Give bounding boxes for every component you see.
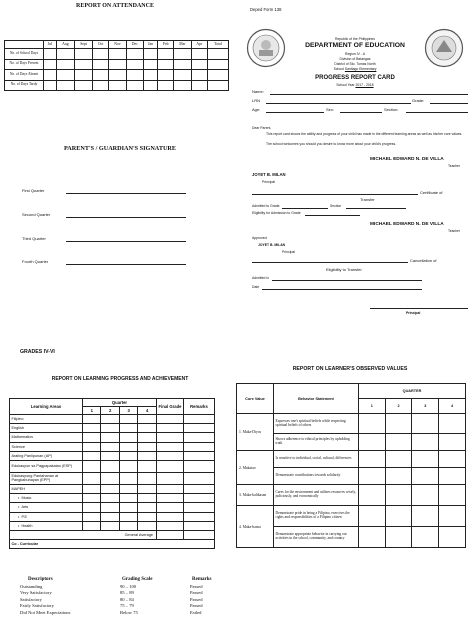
first-quarter-line (66, 193, 186, 194)
republic-label: Republic of the Philippines (335, 37, 375, 41)
letter-greeting: Dear Parent, (252, 126, 272, 130)
certificate-line[interactable] (252, 194, 418, 195)
grade-field[interactable] (430, 103, 468, 104)
behavior-statement: Is sensitive to individual, social, cultural, differences (274, 451, 359, 468)
table-row (10, 472, 215, 484)
core-value-label: 1. Maka-Diyos (237, 414, 274, 451)
teacher-name-2: MICHAEL EDWARD N. DE VILLA (370, 222, 444, 227)
core-value-label: 2. Makatao (237, 451, 274, 485)
transfer-label: Transfer (360, 197, 375, 202)
date-field[interactable] (262, 289, 422, 290)
letter-body-1: This report card shows the ability and progress of your child has made in the different learning areas as well as his/her core values. (266, 132, 463, 136)
attendance-header-row (5, 41, 229, 49)
table-row (10, 460, 215, 472)
subject-label: Edukasyong Pantahanan at Pangkabuhayan (EPP) (10, 472, 83, 484)
observed-values-table: Core Value Behavior Statement QUARTER 1 2 3 4 1. Maka-Diyos Expresses one's spiritual beliefs while respecting spiritual beliefs of others Shows adherence to ethical principles by upholding truth 2. Makatao Is sensitive to individual, social, cultural, differences Demonstrate contributions towards solidarity 3. Maka-kalikasan Cares for the environment and utilizes resources wisely, judiciously, and economically 4. Maka-bansa Demonstrate pride in being a Filipino, exercises the rights and responsibilities of a Filipino citizen Demonstrate appropriate behavior in carrying out activities in the school, community, and country (236, 383, 466, 548)
behavior-statement: Cares for the environment and utilizes resources wisely, judiciously, and economically (274, 485, 359, 506)
table-row (10, 503, 215, 512)
table-row (10, 494, 215, 503)
approved-label: Approved: (252, 236, 268, 240)
descriptor-row: Very Satisfactory 85 – 89 Passed (20, 590, 203, 596)
attendance-title: REPORT ON ATTENDANCE (76, 3, 154, 9)
section-label: Section: (384, 107, 399, 112)
table-row (10, 484, 215, 493)
month-cell: Aug (56, 41, 74, 49)
table-row (10, 521, 215, 530)
principal-name-2: JOYET B. MILAN (258, 243, 286, 247)
grades-label: GRADES IV-VI (20, 349, 55, 355)
descriptors-legend: Descriptors Grading Scale Remarks Outstanding 90 – 100 Passed Very Satisfactory 85 – 89 Passed Satisfactory 80 – 84 Passed Fairly Satisfactory 75 – 79 Passed Did Not Meet Expectations Below 75 Failed (20, 577, 240, 617)
learning-progress-table (9, 398, 215, 549)
row-label: No. of Days Tardy (5, 80, 44, 91)
descriptor-row: Did Not Meet Expectations Below 75 Failed (20, 609, 202, 615)
general-average-label: General Average (10, 530, 157, 539)
row-label: No. of School Days (5, 49, 44, 60)
month-cell: Nov (108, 41, 126, 49)
table-row (10, 415, 215, 424)
division-label: Division of Batangas (339, 57, 371, 61)
behavior-statement: Expresses one's spiritual beliefs while respecting spiritual beliefs of others (274, 414, 359, 434)
table-row (237, 414, 466, 434)
month-cell: Jul (44, 41, 57, 49)
signature-title: PARENT'S / GUARDIAN'S SIGNATURE (63, 145, 177, 152)
behavior-statement: Demonstrate contributions towards solidarity (274, 468, 359, 485)
month-cell: Total (208, 41, 229, 49)
quarter-2: 2 (101, 407, 119, 415)
certificate-label: Certificate of (420, 190, 443, 195)
general-average-row (10, 530, 215, 539)
second-quarter-label: Second Quarter (22, 212, 51, 217)
principal-signature-line[interactable] (370, 308, 468, 309)
subject-label: • Music (10, 494, 83, 503)
sex-label: Sex: (326, 107, 335, 112)
month-cell: Mar (174, 41, 191, 49)
principal-title-2: Principal (282, 250, 296, 254)
subject-label: Filipino (10, 415, 83, 424)
grade-label: Grade: (412, 98, 425, 103)
month-cell: Apr (191, 41, 207, 49)
name-label: Name: (252, 89, 264, 94)
table-row (237, 485, 466, 506)
subject-label: MAPEH (10, 484, 83, 493)
eligibility-label: Eligibility for Admission to Grade (252, 211, 301, 215)
sex-field[interactable] (340, 112, 382, 113)
first-quarter-label: First Quarter (22, 188, 45, 193)
attendance-row (5, 80, 229, 91)
school-line: School Santiago Elementary (333, 67, 377, 71)
section-field[interactable] (406, 112, 468, 113)
col-values-quarter: QUARTER (359, 384, 466, 399)
subject-label: • P.E (10, 512, 83, 521)
name-field[interactable] (270, 94, 468, 95)
col-remarks: Remarks (184, 399, 215, 415)
col-quarter: Quarter (83, 399, 157, 407)
behavior-statement: Shows adherence to ethical principles by upholding truth (274, 434, 359, 451)
admitted-grade-field[interactable] (282, 208, 328, 209)
attendance-row (5, 70, 229, 81)
table-row (10, 451, 215, 460)
descriptor-row: Satisfactory 80 – 84 Passed (20, 596, 203, 602)
table-row (10, 442, 215, 451)
month-cell: Jan (143, 41, 157, 49)
co-curricular-label: Co - Curricular (10, 540, 215, 549)
subject-label: Edukasyon sa Pagpapakatao (ESP) (10, 460, 83, 472)
third-quarter-label: Third Quarter (22, 236, 46, 241)
second-quarter-line (66, 217, 186, 218)
admitted-in-label: Admitted in (252, 276, 269, 280)
table-row (237, 451, 466, 468)
section-label-2: Section (330, 204, 342, 208)
descriptor-row: Outstanding 90 – 100 Passed (20, 583, 203, 589)
cancellation-label: Cancellation of (410, 258, 437, 263)
deped-seal-icon (246, 28, 286, 68)
eligibility-field[interactable] (305, 215, 360, 216)
month-cell: Oct (93, 41, 108, 49)
region-label: Region IV - A (345, 52, 365, 56)
form-number: Deped Form 138 (250, 7, 282, 12)
subject-label: • Health (10, 521, 83, 530)
col-behavior: Behavior Statement (274, 384, 359, 414)
principal-title: Principal (262, 180, 276, 184)
core-value-label: 4. Maka-bansa (237, 506, 274, 548)
card-title: PROGRESS REPORT CARD (315, 75, 395, 81)
row-label: No. of Days Absent (5, 70, 44, 81)
school-year: School Year 2017 - 2018 (336, 83, 374, 87)
behavior-statement: Demonstrate appropriate behavior in carrying out activities in the school, community, and country (274, 527, 359, 548)
month-cell: Dec (126, 41, 143, 49)
month-cell: Feb (158, 41, 174, 49)
lrn-label: LRN (252, 98, 261, 103)
department-title: DEPARTMENT OF EDUCATION (305, 42, 405, 49)
school-seal-icon (424, 28, 464, 68)
date-label: Date (252, 285, 260, 289)
subject-label: English (10, 424, 83, 433)
age-label: Age: (252, 107, 261, 112)
col-core-value: Core Value (237, 384, 274, 414)
values-title: REPORT ON LEARNER'S OBSERVED VALUES (292, 366, 408, 372)
quarter-1: 1 (83, 407, 101, 415)
admitted-grade-label: Admitted to Grade (252, 204, 280, 208)
row-label: No. of Days Present (5, 59, 44, 70)
table-row (10, 433, 215, 442)
teacher-title-2: Teacher (448, 229, 461, 233)
behavior-statement: Demonstrate pride in being a Filipino, exercises the rights and responsibilities of a Filipino citizen (274, 506, 359, 527)
fourth-quarter-label: Fourth Quarter (22, 259, 49, 264)
cancellation-line[interactable] (252, 262, 408, 263)
table-row (10, 424, 215, 433)
quarter-3: 3 (119, 407, 137, 415)
lrn-field[interactable] (266, 103, 411, 104)
descriptor-row: Fairly Satisfactory 75 – 79 Passed (20, 603, 203, 609)
letter-body-2: The school welcomes you should you desire to know more about your child's progress. (266, 142, 397, 146)
subject-label: Araling Panlipunan (AP) (10, 451, 83, 460)
attendance-table (4, 40, 229, 91)
table-row (237, 506, 466, 527)
core-value-label: 3. Maka-kalikasan (237, 485, 274, 506)
co-curricular-row (10, 540, 215, 549)
table-row (10, 512, 215, 521)
attendance-row (5, 49, 229, 60)
quarter-4: 4 (138, 407, 157, 415)
age-field[interactable] (266, 112, 324, 113)
col-final-grade: Final Grade (157, 399, 184, 415)
principal-name: JOYET B. MILAN (252, 172, 286, 177)
subject-label: Science (10, 442, 83, 451)
principal-title-3: Principal (406, 311, 421, 315)
district-label: District of Sto. Tomas North (334, 62, 376, 66)
subject-label: • Arts (10, 503, 83, 512)
teacher-name: MICHAEL EDWARD N. DE VILLA (370, 157, 444, 162)
teacher-title: Teacher (448, 164, 461, 168)
attendance-row (5, 59, 229, 70)
subject-label: Mathematics (10, 433, 83, 442)
third-quarter-line (66, 241, 186, 242)
fourth-quarter-line (66, 264, 186, 265)
month-cell: Sept (74, 41, 93, 49)
eligibility-transfer-label: Eligibility to Transfer (326, 267, 362, 272)
grades-title: REPORT ON LEARNING PROGRESS AND ACHIEVEMENT (51, 376, 189, 382)
admitted-in-field[interactable] (272, 280, 422, 281)
section-field-2[interactable] (346, 208, 406, 209)
col-learning-areas: Learning Areas (10, 399, 83, 415)
